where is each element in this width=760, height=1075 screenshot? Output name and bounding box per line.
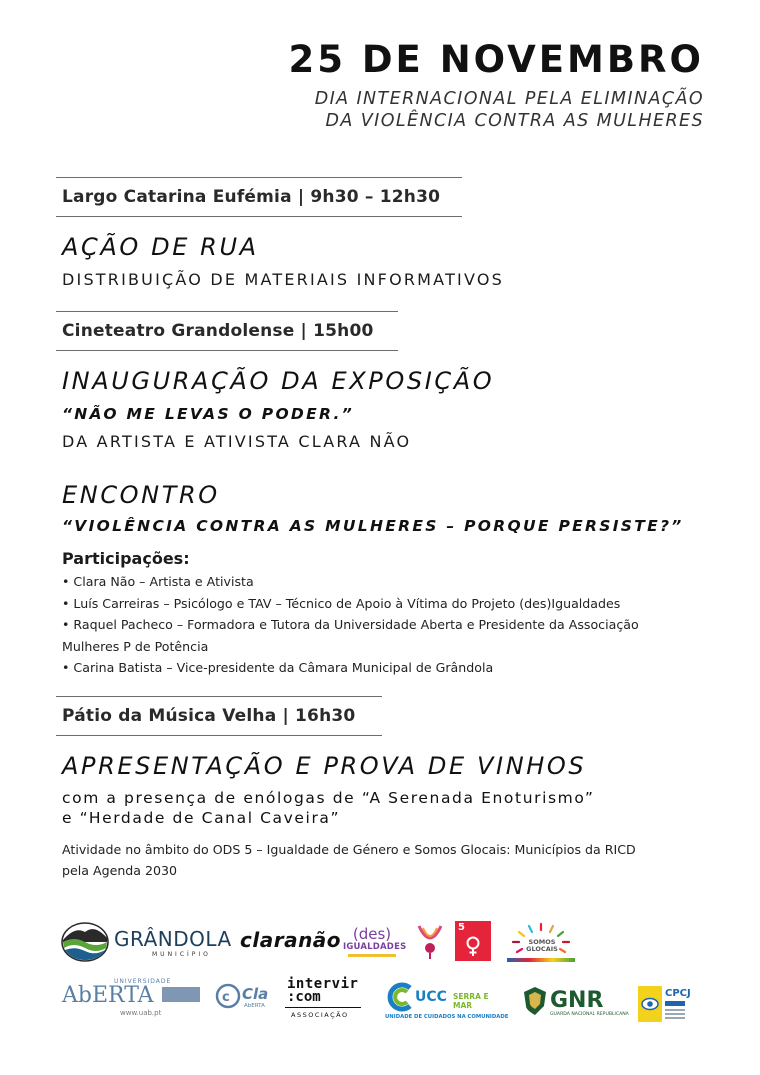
- divider: [56, 311, 398, 312]
- event-detail: DISTRIBUIÇÃO DE MATERIAIS INFORMATIVOS: [62, 270, 504, 289]
- activity-note: [62, 839, 636, 881]
- participants-list: [62, 571, 639, 679]
- event-detail: DA ARTISTA E ATIVISTA CLARA NÃO: [62, 432, 412, 451]
- page-subtitle: [315, 88, 704, 132]
- event-title: ENCONTRO: [62, 481, 220, 509]
- event-title: APRESENTAÇÃO E PROVA DE VINHOS: [62, 752, 587, 780]
- event-detail: [62, 788, 595, 828]
- claranao-logo: claranão: [240, 928, 342, 952]
- subtitle-line-1: DIA INTERNACIONAL PELA ELIMINAÇÃO: [314, 89, 704, 109]
- gender-equality-icon: [463, 935, 483, 957]
- venue-label: Cineteatro Grandolense | 15h00: [62, 321, 374, 341]
- intervir-wordmark: intervir: [287, 976, 359, 992]
- event-title: AÇÃO DE RUA: [62, 233, 259, 261]
- event-title: INAUGURAÇÃO DA EXPOSIÇÃO: [62, 367, 495, 395]
- svg-text:c: c: [222, 990, 230, 1005]
- cla-circle-icon: [215, 983, 241, 1009]
- des-wordmark: (des): [352, 925, 392, 943]
- subtitle-line-2: DA VIOLÊNCIA CONTRA AS MULHERES: [325, 111, 704, 131]
- event-detail-line-1: com a presença de enólogas de “A Serenada Enoturismo”: [62, 789, 595, 807]
- des-igualdades-logo: [343, 925, 407, 957]
- page-title: 25 DE NOVEMBRO: [288, 38, 704, 81]
- des-submark: IGUALDADES: [343, 942, 407, 952]
- gnr-logo: [522, 986, 629, 1022]
- list-item: • Luís Carreiras – Psicólogo e TAV – Técnico de Apoio à Vítima do Projeto (des)Igualdades: [62, 595, 621, 611]
- list-item: • Raquel Pacheco – Formadora e Tutora da Universidade Aberta e Presidente da Associação: [62, 617, 639, 632]
- intervir-submark: ASSOCIAÇÃO: [291, 1011, 349, 1019]
- grandola-wordmark: GRÂNDOLA: [114, 927, 232, 951]
- cpcj-wordmark: CPCJ: [665, 988, 691, 999]
- gnr-submark: GUARDA NACIONAL REPUBLICANA: [550, 1012, 629, 1017]
- aberta-url: www.uab.pt: [120, 1009, 162, 1017]
- event-quote: “NÃO ME LEVAS O PODER.”: [62, 405, 354, 423]
- ucc-submark: UNIDADE DE CUIDADOS NA COMUNIDADE: [385, 1014, 509, 1020]
- intervir-com-mark: :com: [287, 989, 321, 1005]
- cla-wordmark: Cla: [242, 985, 269, 1003]
- list-item: • Carina Batista – Vice-presidente da Câmara Municipal de Grândola: [62, 660, 494, 675]
- divider: [56, 696, 382, 697]
- divider: [56, 735, 382, 736]
- ods5-logo: [455, 921, 491, 961]
- ucc-serra-e-mar-logo: [385, 982, 509, 1022]
- aberta-bar-icon: [162, 987, 200, 1002]
- intervir-com-logo: [285, 976, 365, 1022]
- venue-label: Pátio da Música Velha | 16h30: [62, 706, 356, 726]
- divider: [56, 216, 462, 217]
- grandola-logo: [60, 918, 232, 964]
- aberta-top: UNIVERSIDADE: [114, 978, 172, 985]
- list-item: • Clara Não – Artista e Ativista: [62, 574, 254, 589]
- gnr-wordmark: GNR: [550, 988, 604, 1013]
- grandola-submark: MUNICÍPIO: [152, 951, 211, 958]
- ods-number: 5: [458, 922, 465, 933]
- grandola-emblem-icon: [60, 920, 110, 964]
- event-detail-line-2: e “Herdade de Canal Caveira”: [62, 809, 341, 827]
- ucc-wordmark: UCC: [415, 989, 447, 1005]
- list-item: Mulheres P de Potência: [62, 638, 209, 654]
- ucc-region: SERRA E MAR: [453, 992, 489, 1010]
- divider: [56, 350, 398, 351]
- participants-heading: Participações:: [62, 549, 190, 568]
- gnr-crest-icon: [522, 986, 548, 1016]
- activity-note-line-1: Atividade no âmbito do ODS 5 – Igualdade de Género e Somos Glocais: Municípios da RICD: [62, 842, 636, 857]
- somos-glocais-text: SOMOS GLOCAIS: [526, 938, 558, 953]
- women-symbol-logo-icon: [415, 922, 445, 960]
- universidade-aberta-logo: [62, 978, 202, 1020]
- cpcj-eye-icon: [641, 997, 659, 1011]
- somos-glocais-logo: [503, 920, 579, 964]
- aberta-wordmark: AbERTA: [62, 983, 154, 1008]
- cla-logo: [215, 983, 275, 1013]
- venue-label: Largo Catarina Eufémia | 9h30 – 12h30: [62, 187, 441, 207]
- cla-submark: AbERTA: [244, 1003, 265, 1009]
- divider: [56, 177, 462, 178]
- event-quote: “VIOLÊNCIA CONTRA AS MULHERES – PORQUE PERSISTE?”: [62, 517, 684, 535]
- activity-note-line-2: pela Agenda 2030: [62, 863, 178, 878]
- cpcj-logo: [638, 986, 691, 1026]
- ucc-emblem-icon: [385, 982, 415, 1012]
